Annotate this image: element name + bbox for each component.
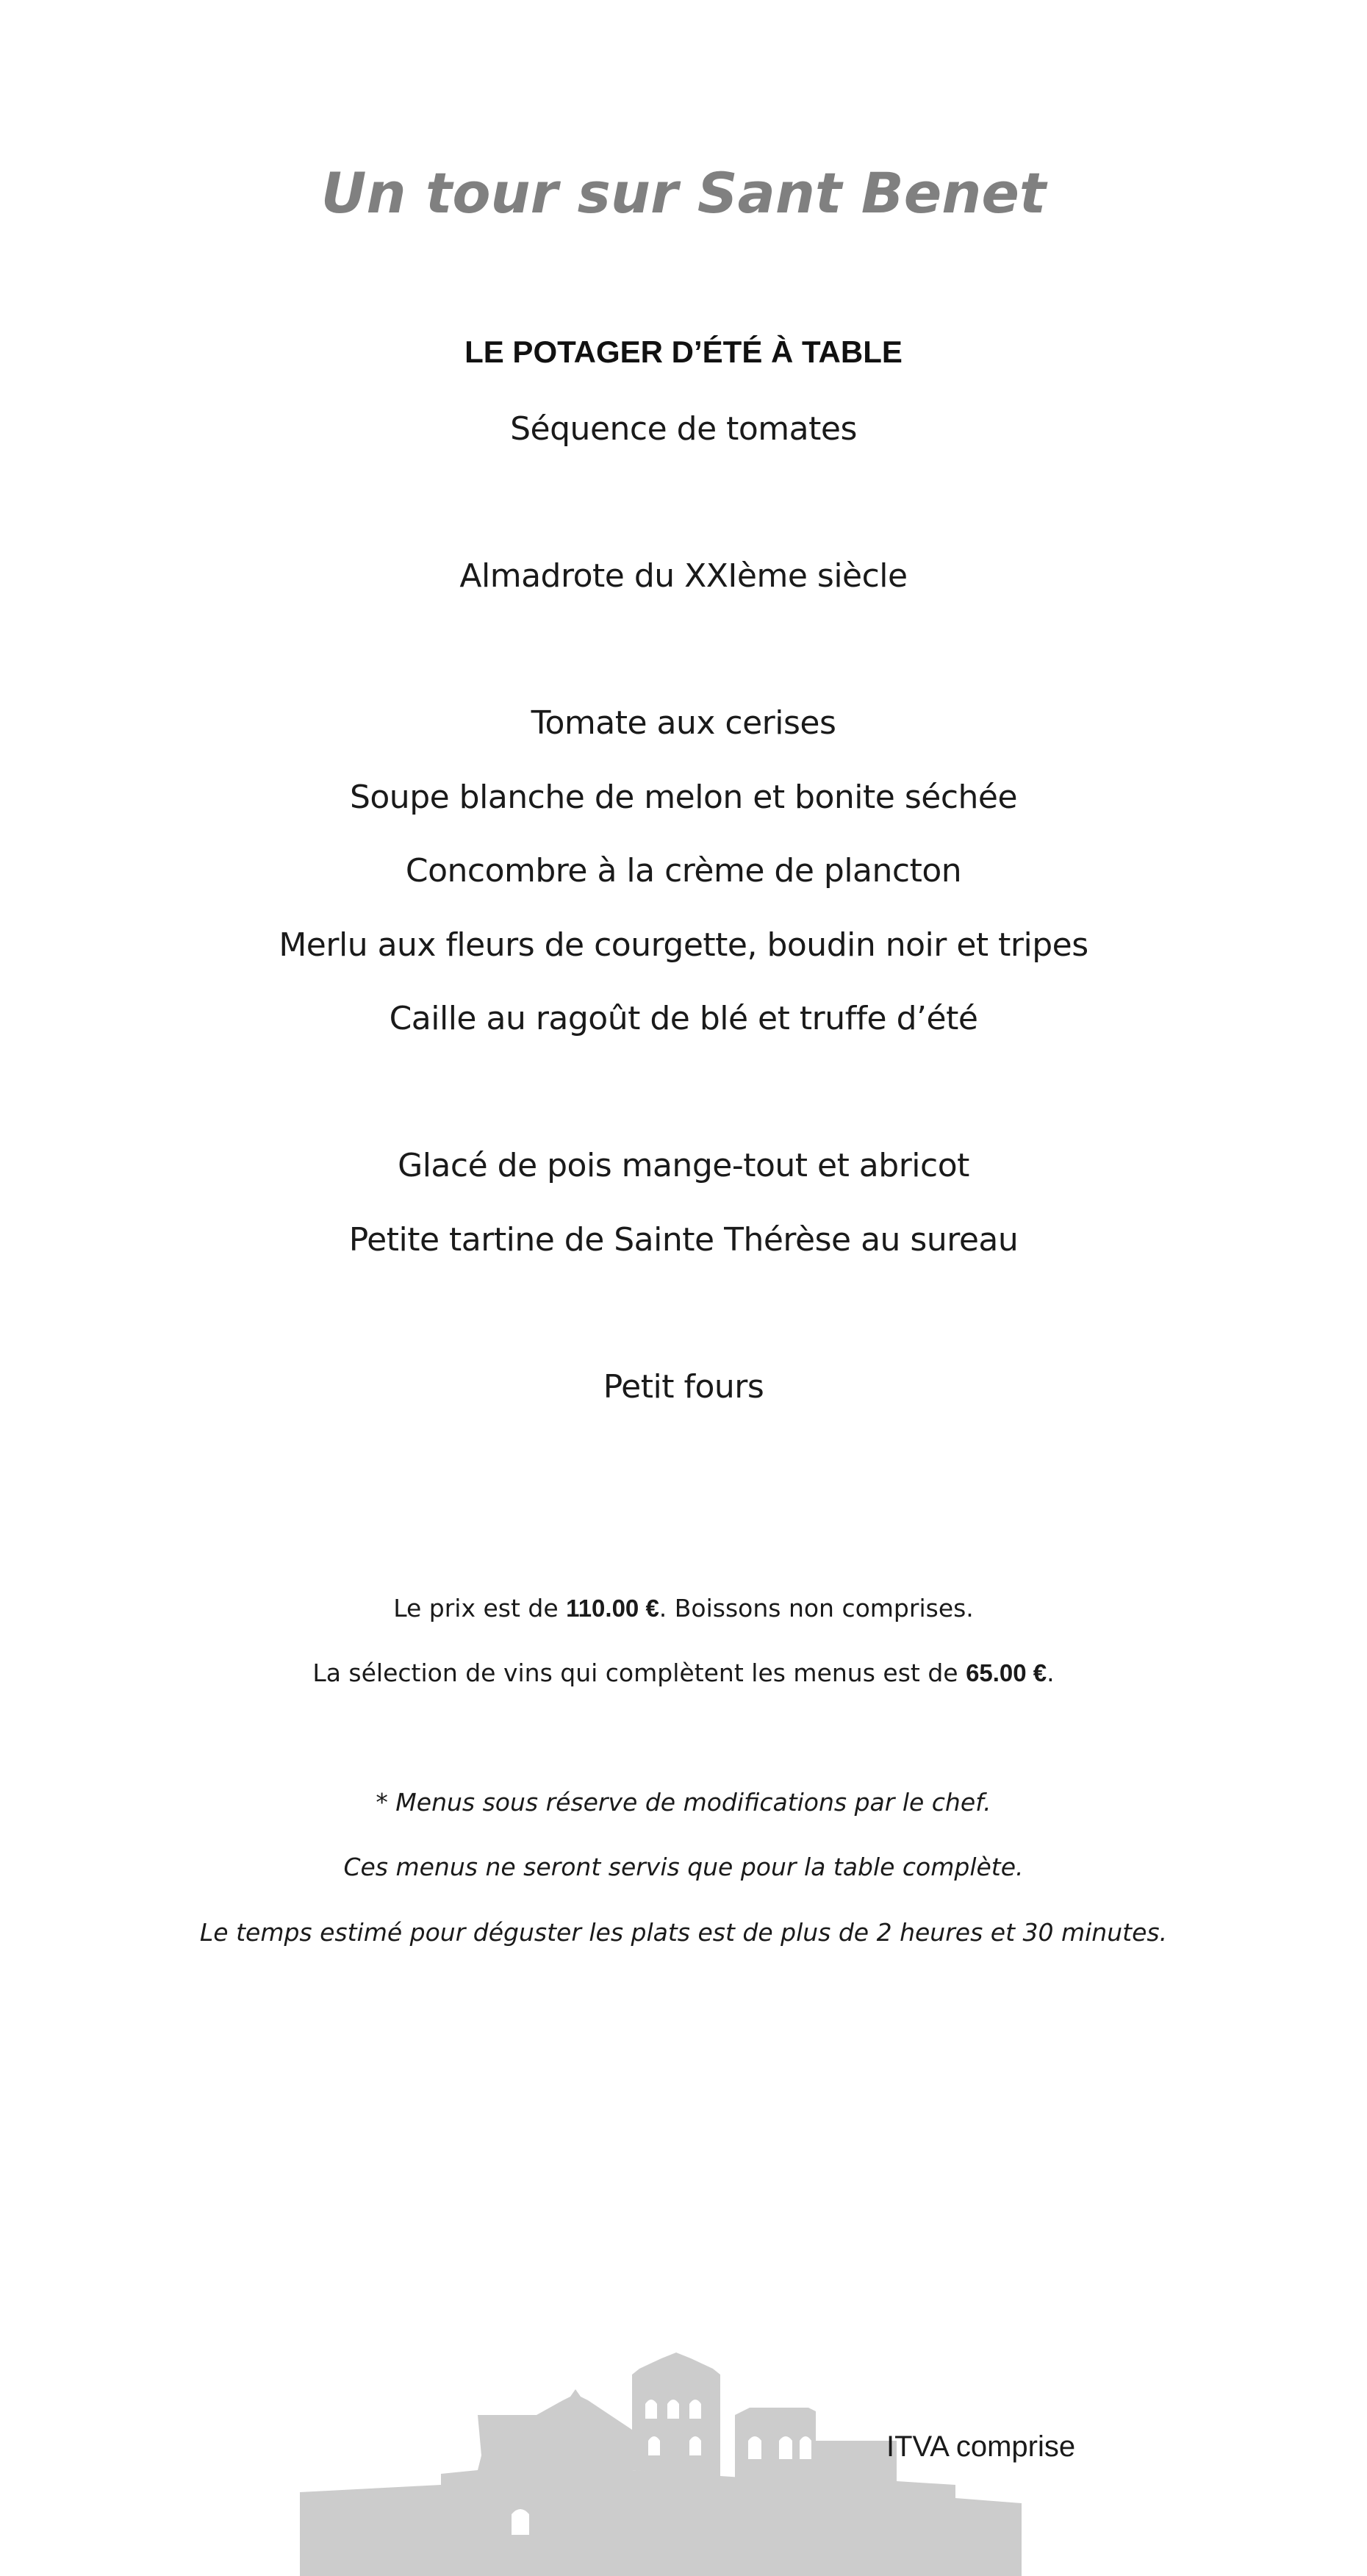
wine-suffix: . <box>1047 1659 1055 1687</box>
dish-item: Almadrote du XXIème siècle <box>459 557 908 595</box>
dish-item: Séquence de tomates <box>510 410 857 448</box>
price-line <box>0 1594 1367 1622</box>
note-chef-changes: * Menus sous réserve de modifications par le chef. <box>376 1788 991 1817</box>
dish-item: Petit fours <box>603 1368 764 1406</box>
price-suffix: . Boissons non comprises. <box>659 1594 974 1622</box>
dish-item: Soupe blanche de melon et bonite séchée <box>349 779 1018 816</box>
dish-item: Glacé de pois mange-tout et abricot <box>398 1147 969 1184</box>
dish-item: Concombre à la crème de plancton <box>405 852 962 890</box>
dish-item: Petite tartine de Sainte Thérèse au sureau <box>348 1221 1019 1259</box>
menu-section-heading: LE POTAGER D’ÉTÉ À TABLE <box>464 334 903 369</box>
price-prefix: Le prix est de <box>393 1594 567 1622</box>
tva-included-note: ITVA comprise <box>886 2430 1076 2463</box>
wine-price-value: 65.00 € <box>966 1659 1047 1686</box>
wine-price-line <box>0 1659 1367 1687</box>
note-full-table: Ces menus ne seront servis que pour la table complète. <box>343 1853 1024 1881</box>
dish-item: Tomate aux cerises <box>531 704 836 742</box>
price-value: 110.00 € <box>566 1595 659 1622</box>
wine-prefix: La sélection de vins qui complètent les menus est de <box>312 1659 966 1687</box>
dish-item: Merlu aux fleurs de courgette, boudin noir et tripes <box>279 926 1088 964</box>
note-duration: Le temps estimé pour déguster les plats est de plus de 2 heures et 30 minutes. <box>199 1918 1168 1947</box>
menu-title: Un tour sur Sant Benet <box>320 160 1047 226</box>
dish-item: Caille au ragoût de blé et truffe d’été <box>389 1000 978 1037</box>
